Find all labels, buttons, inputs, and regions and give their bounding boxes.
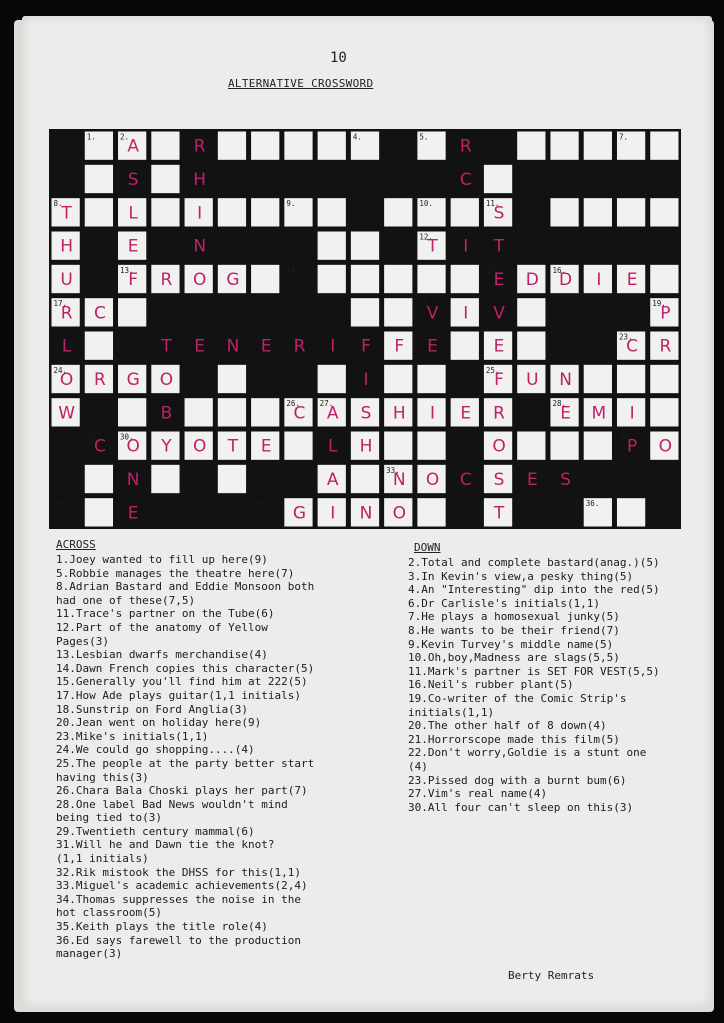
grid-cell — [318, 198, 346, 226]
handwritten-letter: E — [127, 503, 139, 524]
clue-number: 14. — [286, 265, 300, 275]
grid-cell — [451, 198, 479, 226]
handwritten-letter: O — [192, 436, 207, 457]
across-clue-line: 5.Robbie manages the theatre here(7) — [56, 566, 295, 580]
handwritten-letter: T — [493, 236, 505, 257]
grid-cell — [617, 498, 645, 526]
handwritten-letter: A — [326, 403, 339, 424]
clue-number: 24. — [53, 365, 68, 375]
across-clue-line: 8.Adrian Bastard and Eddie Monsoon both — [56, 580, 315, 594]
grid-cell — [550, 432, 578, 460]
across-clue-line: 36.Ed says farewell to the production — [56, 933, 302, 947]
handwritten-letter: I — [629, 403, 635, 424]
across-clue-line: 33.Miguel's academic achievements(2,4) — [56, 879, 308, 893]
across-clue-list — [56, 553, 386, 961]
across-clue-line: having this(3) — [56, 770, 149, 784]
handwritten-letter: S — [127, 170, 139, 190]
down-clue-line: 27.Vim's real name(4) — [408, 787, 548, 801]
down-clue-line: 4.An "Interesting" dip into the red(5) — [408, 583, 660, 597]
handwritten-letter: L — [61, 336, 72, 357]
handwritten-letter: S — [493, 470, 505, 490]
handwritten-letter: C — [293, 403, 306, 424]
clue-number: 36. — [585, 499, 600, 509]
handwritten-letter: H — [359, 436, 373, 457]
clue-number: 7. — [618, 132, 629, 142]
grid-cell — [218, 465, 246, 493]
handwritten-letter: E — [626, 270, 638, 290]
grid-cell — [650, 365, 678, 393]
handwritten-letter: G — [226, 270, 240, 290]
handwritten-letter: O — [425, 470, 440, 490]
down-clue-line: (4) — [408, 759, 428, 773]
clue-number: 30. — [120, 432, 134, 442]
grid-cell — [584, 365, 612, 393]
handwritten-letter: E — [127, 236, 139, 257]
handwritten-letter: F — [361, 336, 371, 357]
handwritten-letter: T — [493, 503, 505, 524]
across-clue-line: 12.Part of the anatomy of Yellow — [56, 620, 268, 634]
handwritten-letter: P — [660, 303, 671, 324]
handwritten-letter: I — [463, 236, 469, 257]
grid-cell — [617, 365, 645, 393]
handwritten-letter: C — [626, 336, 639, 357]
across-clue-line: 26.Chara Bala Choski plays her part(7) — [56, 784, 308, 798]
clue-number: 17. — [53, 299, 68, 309]
grid-cell — [417, 265, 445, 293]
handwritten-letter: S — [360, 403, 372, 424]
grid-cell — [451, 332, 479, 360]
down-clue-line: 16.Neil's rubber plant(5) — [408, 678, 574, 692]
handwritten-letter: S — [560, 470, 571, 490]
handwritten-letter: R — [160, 270, 173, 290]
clue-number: 5. — [419, 132, 429, 142]
clue-number: 28. — [552, 399, 566, 409]
clue-number: 34. — [53, 499, 68, 509]
handwritten-letter: C — [459, 470, 472, 490]
clue-number: 9. — [286, 199, 296, 209]
grid-cell — [118, 298, 146, 326]
handwritten-letter: N — [226, 336, 240, 357]
grid-cell — [417, 432, 445, 460]
grid-cell — [584, 432, 612, 460]
clue-number: 23. — [618, 332, 633, 342]
clue-number: 31. — [319, 432, 334, 442]
clue-number: 15. — [485, 265, 500, 275]
handwritten-letter: O — [658, 436, 673, 457]
handwritten-letter: N — [392, 470, 406, 490]
grid-cell — [351, 465, 379, 493]
handwritten-letter: T — [227, 436, 239, 457]
handwritten-letter: R — [193, 136, 206, 157]
across-clue-line: Pages(3) — [56, 634, 109, 648]
handwritten-letter: B — [160, 403, 173, 424]
handwritten-letter: R — [293, 336, 306, 357]
across-clue-line: (1,1 initials) — [56, 852, 149, 866]
across-clue-line: 14.Dawn French copies this character(5) — [56, 661, 315, 675]
grid-cell — [650, 398, 678, 426]
grid-cell — [284, 432, 312, 460]
grid-cell — [650, 198, 678, 226]
grid-cell — [517, 132, 545, 160]
handwritten-letter: I — [463, 303, 469, 324]
grid-cell — [85, 165, 113, 193]
grid-cell — [151, 465, 179, 493]
page-number: 10 — [330, 50, 347, 66]
handwritten-letter: C — [459, 170, 472, 190]
grid-cell — [218, 365, 246, 393]
grid-cell — [151, 132, 179, 160]
handwritten-letter: E — [493, 270, 505, 290]
grid-cell — [384, 432, 412, 460]
clue-number: 22. — [352, 332, 367, 342]
grid-cell — [218, 132, 246, 160]
handwritten-letter: C — [93, 303, 106, 324]
handwritten-letter: O — [126, 436, 140, 457]
grid-cell — [417, 498, 445, 526]
down-clue-list — [408, 556, 708, 814]
handwritten-letter: I — [596, 270, 602, 290]
handwritten-letter: S — [493, 203, 505, 224]
handwritten-letter: E — [560, 403, 571, 424]
down-clue-line: 10.Oh,boy,Madness are slags(5,5) — [408, 651, 620, 665]
handwritten-letter: R — [93, 370, 106, 390]
grid-cell — [318, 365, 346, 393]
handwritten-letter: I — [330, 503, 336, 524]
grid-cell — [517, 332, 545, 360]
handwritten-letter: T — [161, 336, 172, 357]
handwritten-letter: L — [128, 203, 138, 224]
clue-number: 19. — [652, 299, 666, 309]
handwritten-letter: W — [58, 403, 76, 424]
handwritten-letter: A — [127, 136, 139, 157]
across-clue-line: 34.Thomas suppresses the noise in the — [56, 892, 302, 906]
handwritten-letter: R — [659, 336, 672, 357]
clue-number: 16. — [552, 265, 566, 275]
grid-cell — [151, 165, 179, 193]
down-clue-line: 8.He wants to be their friend(7) — [408, 623, 620, 637]
grid-cell — [584, 132, 612, 160]
handwritten-letter: T — [427, 236, 438, 257]
grid-cell — [451, 265, 479, 293]
clue-number: 10. — [419, 199, 433, 209]
clue-number: 8. — [53, 199, 63, 209]
across-clue-line: 18.Sunstrip on Ford Anglia(3) — [56, 702, 249, 716]
handwritten-letter: D — [559, 270, 573, 290]
handwritten-letter: I — [430, 403, 436, 424]
clue-number: 13. — [120, 265, 134, 275]
handwritten-letter: E — [260, 336, 272, 357]
grid-cell — [384, 365, 412, 393]
handwritten-letter: R — [60, 303, 73, 324]
grid-cell — [85, 465, 113, 493]
down-clue-line: 21.Horrorscope made this film(5) — [408, 732, 620, 746]
clue-number: 1. — [86, 132, 96, 142]
grid-cell — [351, 265, 379, 293]
grid-cell — [351, 232, 379, 260]
grid-cell — [251, 198, 279, 226]
across-clue-line: 11.Trace's partner on the Tube(6) — [56, 607, 275, 621]
grid-cell — [318, 132, 346, 160]
down-clue-line: 2.Total and complete bastard(anag.)(5) — [408, 556, 660, 569]
grid-cell — [251, 265, 279, 293]
across-clue-line: 15.Generally you'll find him at 222(5) — [56, 675, 308, 689]
across-clue-line: 32.Rik mistook the DHSS for this(1,1) — [56, 865, 302, 879]
clue-number: 33. — [386, 465, 400, 475]
across-clue-line: had one of these(7,5) — [56, 593, 196, 607]
down-clue-line: 6.Dr Carlisle's initials(1,1) — [408, 596, 601, 610]
clue-number: 18. — [419, 299, 433, 309]
down-clue-line: 7.He plays a homosexual junky(5) — [408, 610, 620, 624]
handwritten-letter: G — [292, 503, 307, 524]
handwritten-letter: N — [193, 236, 207, 257]
grid-cell — [185, 398, 213, 426]
across-clue-line: 13.Lesbian dwarfs merchandise(4) — [56, 648, 268, 662]
handwritten-letter: D — [525, 270, 539, 290]
grid-cell — [318, 232, 346, 260]
across-clue-line: 35.Keith plays the title role(4) — [56, 920, 268, 934]
across-clue-line: being tied to(3) — [56, 811, 162, 825]
across-clue-line: 31.Will he and Dawn tie the knot? — [56, 838, 275, 852]
down-heading: DOWN — [414, 541, 441, 554]
grid-cell — [584, 198, 612, 226]
grid-cell — [85, 198, 113, 226]
handwritten-letter: E — [493, 336, 505, 357]
clue-number: 12. — [419, 232, 433, 242]
handwritten-letter: F — [494, 370, 504, 390]
across-clue-line: 28.One label Bad News wouldn't mind — [56, 797, 288, 811]
grid-cell — [650, 132, 678, 160]
handwritten-letter: Y — [161, 436, 172, 457]
crossword-grid — [49, 129, 681, 529]
handwritten-letter: O — [392, 503, 406, 524]
across-clue-line: 20.Jean went on holiday here(9) — [56, 716, 262, 730]
across-clue-line: 24.We could go shopping....(4) — [56, 743, 255, 757]
handwritten-letter: L — [327, 436, 338, 457]
across-clue-line: 23.Mike's initials(1,1) — [56, 729, 209, 743]
across-heading: ACROSS — [56, 538, 96, 551]
handwritten-letter: F — [394, 336, 405, 357]
handwritten-letter: I — [330, 336, 336, 357]
grid-cell — [417, 365, 445, 393]
down-clue-line: 3.In Kevin's view,a pesky thing(5) — [408, 569, 634, 583]
handwritten-letter: E — [260, 436, 272, 457]
down-clue-line: 23.Pissed dog with a burnt bum(6) — [408, 773, 627, 787]
across-clue-line: 1.Joey wanted to fill up here(9) — [56, 553, 268, 566]
handwritten-letter: T — [61, 203, 72, 224]
across-clue-line: hot classroom(5) — [56, 906, 162, 920]
grid-cell — [118, 398, 146, 426]
handwritten-letter: A — [326, 470, 339, 490]
handwritten-letter: V — [426, 303, 439, 324]
grid-cell — [85, 498, 113, 526]
clue-number: 29. — [86, 432, 101, 442]
down-clue-line: 19.Co-writer of the Comic Strip's — [408, 691, 627, 705]
handwritten-letter: N — [559, 370, 572, 390]
handwritten-letter: V — [493, 303, 505, 324]
handwritten-letter: U — [526, 370, 539, 390]
clue-number: 27. — [319, 399, 334, 409]
grid-cell — [650, 265, 678, 293]
handwritten-letter: F — [128, 270, 139, 290]
grid-cell — [517, 432, 545, 460]
handwritten-letter: O — [159, 370, 174, 390]
handwritten-letter: R — [459, 136, 472, 157]
page-title: ALTERNATIVE CROSSWORD — [228, 77, 374, 90]
across-clue-line: 25.The people at the party better start — [56, 756, 315, 770]
handwritten-letter: H — [392, 403, 406, 424]
crossword-grid-svg — [49, 129, 681, 529]
handwritten-letter: G — [126, 370, 140, 390]
clue-number: 26. — [286, 399, 300, 409]
clue-number: 35. — [253, 499, 267, 509]
clue-number: 11. — [485, 199, 500, 209]
grid-cell — [85, 332, 113, 360]
handwritten-letter: I — [363, 370, 369, 390]
clue-number: 21. — [219, 332, 234, 342]
grid-cell — [517, 298, 545, 326]
handwritten-letter: O — [59, 370, 74, 390]
clue-number: 2. — [120, 132, 130, 142]
grid-cell — [351, 298, 379, 326]
clue-number: 25. — [485, 365, 500, 375]
handwritten-letter: H — [60, 236, 74, 257]
grid-cell — [550, 132, 578, 160]
handwritten-letter: U — [60, 270, 73, 290]
grid-cell — [251, 398, 279, 426]
grid-cell — [384, 198, 412, 226]
grid-cell — [218, 198, 246, 226]
grid-cell — [218, 398, 246, 426]
handwritten-letter: N — [359, 503, 373, 524]
grid-cell — [384, 265, 412, 293]
handwritten-letter: E — [526, 470, 538, 490]
clue-number: 4. — [352, 132, 362, 142]
across-clue-line: manager(3) — [56, 947, 123, 961]
handwritten-letter: O — [492, 436, 506, 457]
grid-cell — [550, 198, 578, 226]
handwritten-letter: N — [126, 470, 140, 490]
grid-cell — [484, 165, 512, 193]
author-signature: Berty Remrats — [508, 969, 595, 982]
clue-number: 20. — [153, 332, 167, 342]
handwritten-letter: E — [194, 336, 206, 357]
handwritten-letter: O — [192, 270, 207, 290]
down-clue-line: 9.Kevin Turvey's middle name(5) — [408, 637, 614, 651]
down-clue-line: 30.All four can't sleep on this(3) — [408, 800, 634, 814]
grid-cell — [318, 265, 346, 293]
grid-cell — [384, 298, 412, 326]
handwritten-letter: I — [197, 203, 203, 224]
handwritten-letter: C — [93, 436, 106, 457]
grid-cell — [151, 198, 179, 226]
handwritten-letter: P — [626, 436, 638, 457]
handwritten-letter: E — [460, 403, 472, 424]
grid-cell — [617, 198, 645, 226]
handwritten-letter: E — [427, 336, 438, 357]
grid-cell — [251, 132, 279, 160]
clue-number: 6. — [452, 132, 462, 142]
across-clue-line: 29.Twentieth century mammal(6) — [56, 824, 255, 838]
handwritten-letter: R — [493, 403, 505, 424]
clue-number: 32. — [618, 432, 633, 442]
handwritten-letter: M — [591, 403, 607, 424]
down-clue-line: initials(1,1) — [408, 705, 495, 719]
handwritten-letter: H — [193, 170, 207, 190]
down-clue-line: 20.The other half of 8 down(4) — [408, 719, 607, 733]
clue-number: 3. — [186, 132, 196, 142]
down-clue-line: 11.Mark's partner is SET FOR VEST(5,5) — [408, 664, 660, 678]
down-clue-line: 22.Don't worry,Goldie is a stunt one — [408, 746, 647, 760]
across-clue-line: 17.How Ade plays guitar(1,1 initials) — [56, 688, 302, 702]
grid-cell — [284, 132, 312, 160]
